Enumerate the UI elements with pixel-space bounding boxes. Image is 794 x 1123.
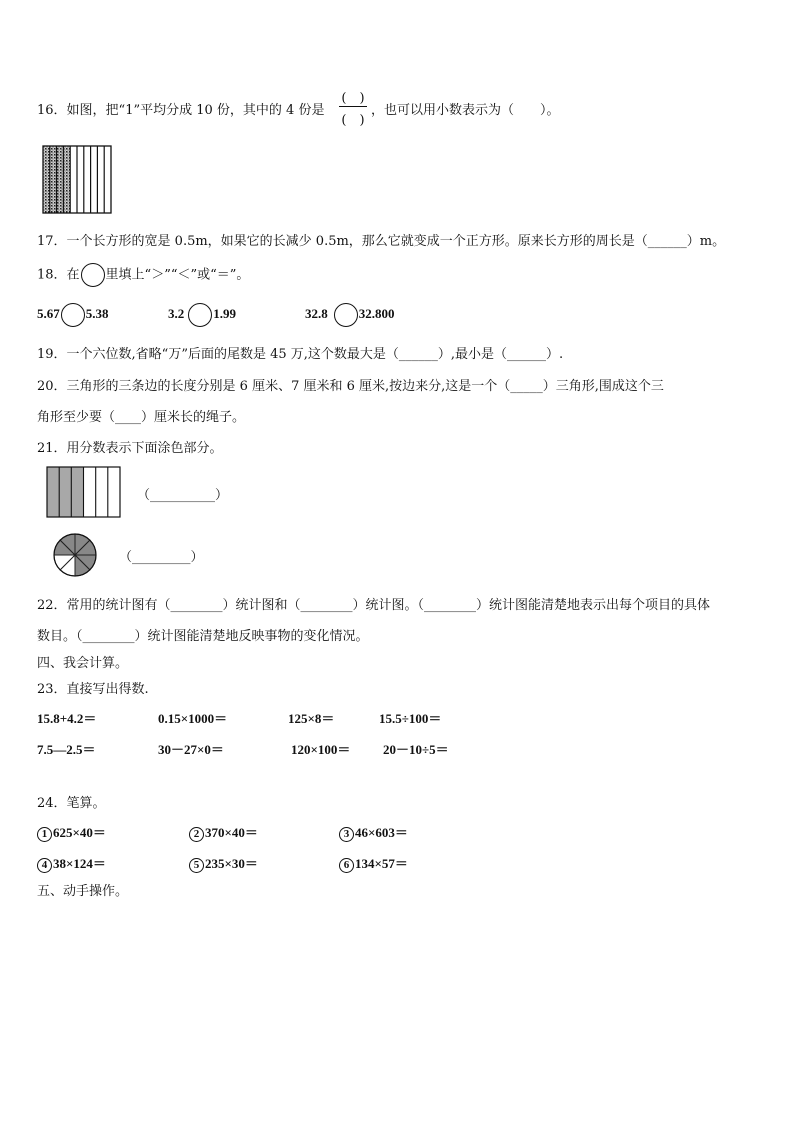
answer-circle-1[interactable] bbox=[61, 303, 85, 327]
q16-fraction bbox=[337, 86, 369, 128]
q18-pair-2 bbox=[168, 303, 236, 327]
q18-pair-2-right: 1.99 bbox=[213, 305, 236, 321]
answer-circle-3[interactable] bbox=[334, 303, 358, 327]
fraction-bar bbox=[339, 106, 367, 107]
q24-line: 24．笔算。 bbox=[37, 796, 106, 811]
q24-expr-1: 625×40＝ bbox=[53, 825, 106, 840]
q24-item-4 bbox=[37, 853, 106, 873]
section-4-heading: 四、我会计算。 bbox=[37, 656, 129, 671]
circled-number-4-icon: 4 bbox=[37, 858, 52, 873]
q18-pair-3 bbox=[305, 303, 395, 327]
q18-pair-1-left: 5.67 bbox=[37, 305, 60, 321]
q23-line: 23．直接写出得数. bbox=[37, 682, 149, 697]
circled-number-2-icon: 2 bbox=[189, 827, 204, 842]
q21-rect-answer-blank[interactable]: （__________） bbox=[137, 488, 229, 503]
q16-frac-top: ( ) bbox=[341, 91, 365, 106]
answer-circle-2[interactable] bbox=[188, 303, 212, 327]
q24-item-2 bbox=[189, 822, 258, 842]
q18-pair-2-left: 3.2 bbox=[168, 305, 185, 321]
circled-number-6-icon: 6 bbox=[339, 858, 354, 873]
q24-expr-6: 134×57＝ bbox=[355, 856, 408, 871]
q18-suffix: 里填上“＞”“＜”或“＝”。 bbox=[105, 267, 250, 283]
q21-rectangle-figure bbox=[46, 466, 122, 518]
q23-item-6: 30－27×0＝ bbox=[158, 742, 224, 757]
q21-line: 21．用分数表示下面涂色部分。 bbox=[37, 441, 223, 456]
compare-circle-icon bbox=[81, 263, 105, 287]
section-5-heading: 五、动手操作。 bbox=[37, 884, 129, 899]
q18-pair-1 bbox=[37, 303, 109, 327]
q16-frac-bottom: ( ) bbox=[341, 113, 365, 128]
q23-item-3: 125×8＝ bbox=[288, 711, 335, 726]
q24-item-5 bbox=[189, 853, 258, 873]
q23-item-1: 15.8+4.2＝ bbox=[37, 711, 97, 726]
q18-pair-3-left: 32.8 bbox=[305, 305, 328, 321]
q22-line-2: 数目。（________）统计图能清楚地反映事物的变化情况。 bbox=[37, 629, 369, 644]
q23-item-2: 0.15×1000＝ bbox=[158, 711, 228, 726]
q21-circle-answer-blank[interactable]: （_________） bbox=[119, 550, 204, 565]
q23-item-7: 120×100＝ bbox=[291, 742, 351, 757]
q18-prefix: 18．在 bbox=[37, 267, 80, 283]
q22-line-1: 22．常用的统计图有（________）统计图和（________）统计图。（________）统计图能清楚地表示出每个项目的具体 bbox=[37, 598, 711, 613]
q24-item-3 bbox=[339, 822, 408, 842]
q24-item-1 bbox=[37, 822, 106, 842]
q24-item-6 bbox=[339, 853, 408, 873]
q24-expr-2: 370×40＝ bbox=[205, 825, 258, 840]
circled-number-5-icon: 5 bbox=[189, 858, 204, 873]
q16-strip-figure bbox=[42, 145, 112, 215]
q23-item-4: 15.5÷100＝ bbox=[379, 711, 442, 726]
q16-line bbox=[37, 99, 324, 118]
q18-line bbox=[37, 263, 249, 287]
q19-line: 19．一个六位数,省略“万”后面的尾数是 45 万,这个数最大是（______）,最小是（______）. bbox=[37, 347, 564, 362]
q24-expr-3: 46×603＝ bbox=[355, 825, 408, 840]
q16-text-after: ，也可以用小数表示为（ ）。 bbox=[371, 103, 560, 118]
q24-expr-5: 235×30＝ bbox=[205, 856, 258, 871]
q20-line-2: 角形至少要（____）厘米长的绳子。 bbox=[37, 410, 246, 425]
q17-line: 17．一个长方形的宽是 0.5m，如果它的长减少 0.5m，那么它就变成一个正方形。原来长方形的周长是（______）m。 bbox=[37, 234, 726, 249]
q18-pair-3-right: 32.800 bbox=[358, 305, 395, 321]
circled-number-1-icon: 1 bbox=[37, 827, 52, 842]
q23-item-8: 20－10÷5＝ bbox=[383, 742, 449, 757]
circled-number-3-icon: 3 bbox=[339, 827, 354, 842]
q24-expr-4: 38×124＝ bbox=[53, 856, 106, 871]
q23-item-5: 7.5—2.5＝ bbox=[37, 742, 96, 757]
q20-line-1: 20．三角形的三条边的长度分别是 6 厘米、7 厘米和 6 厘米,按边来分,这是一个（_____）三角形,围成这个三 bbox=[37, 379, 664, 394]
q16-text-before: 16．如图，把“1”平均分成 10 份，其中的 4 份是 bbox=[37, 103, 325, 118]
q18-pair-1-right: 5.38 bbox=[85, 305, 109, 321]
q21-circle-figure bbox=[52, 532, 98, 578]
